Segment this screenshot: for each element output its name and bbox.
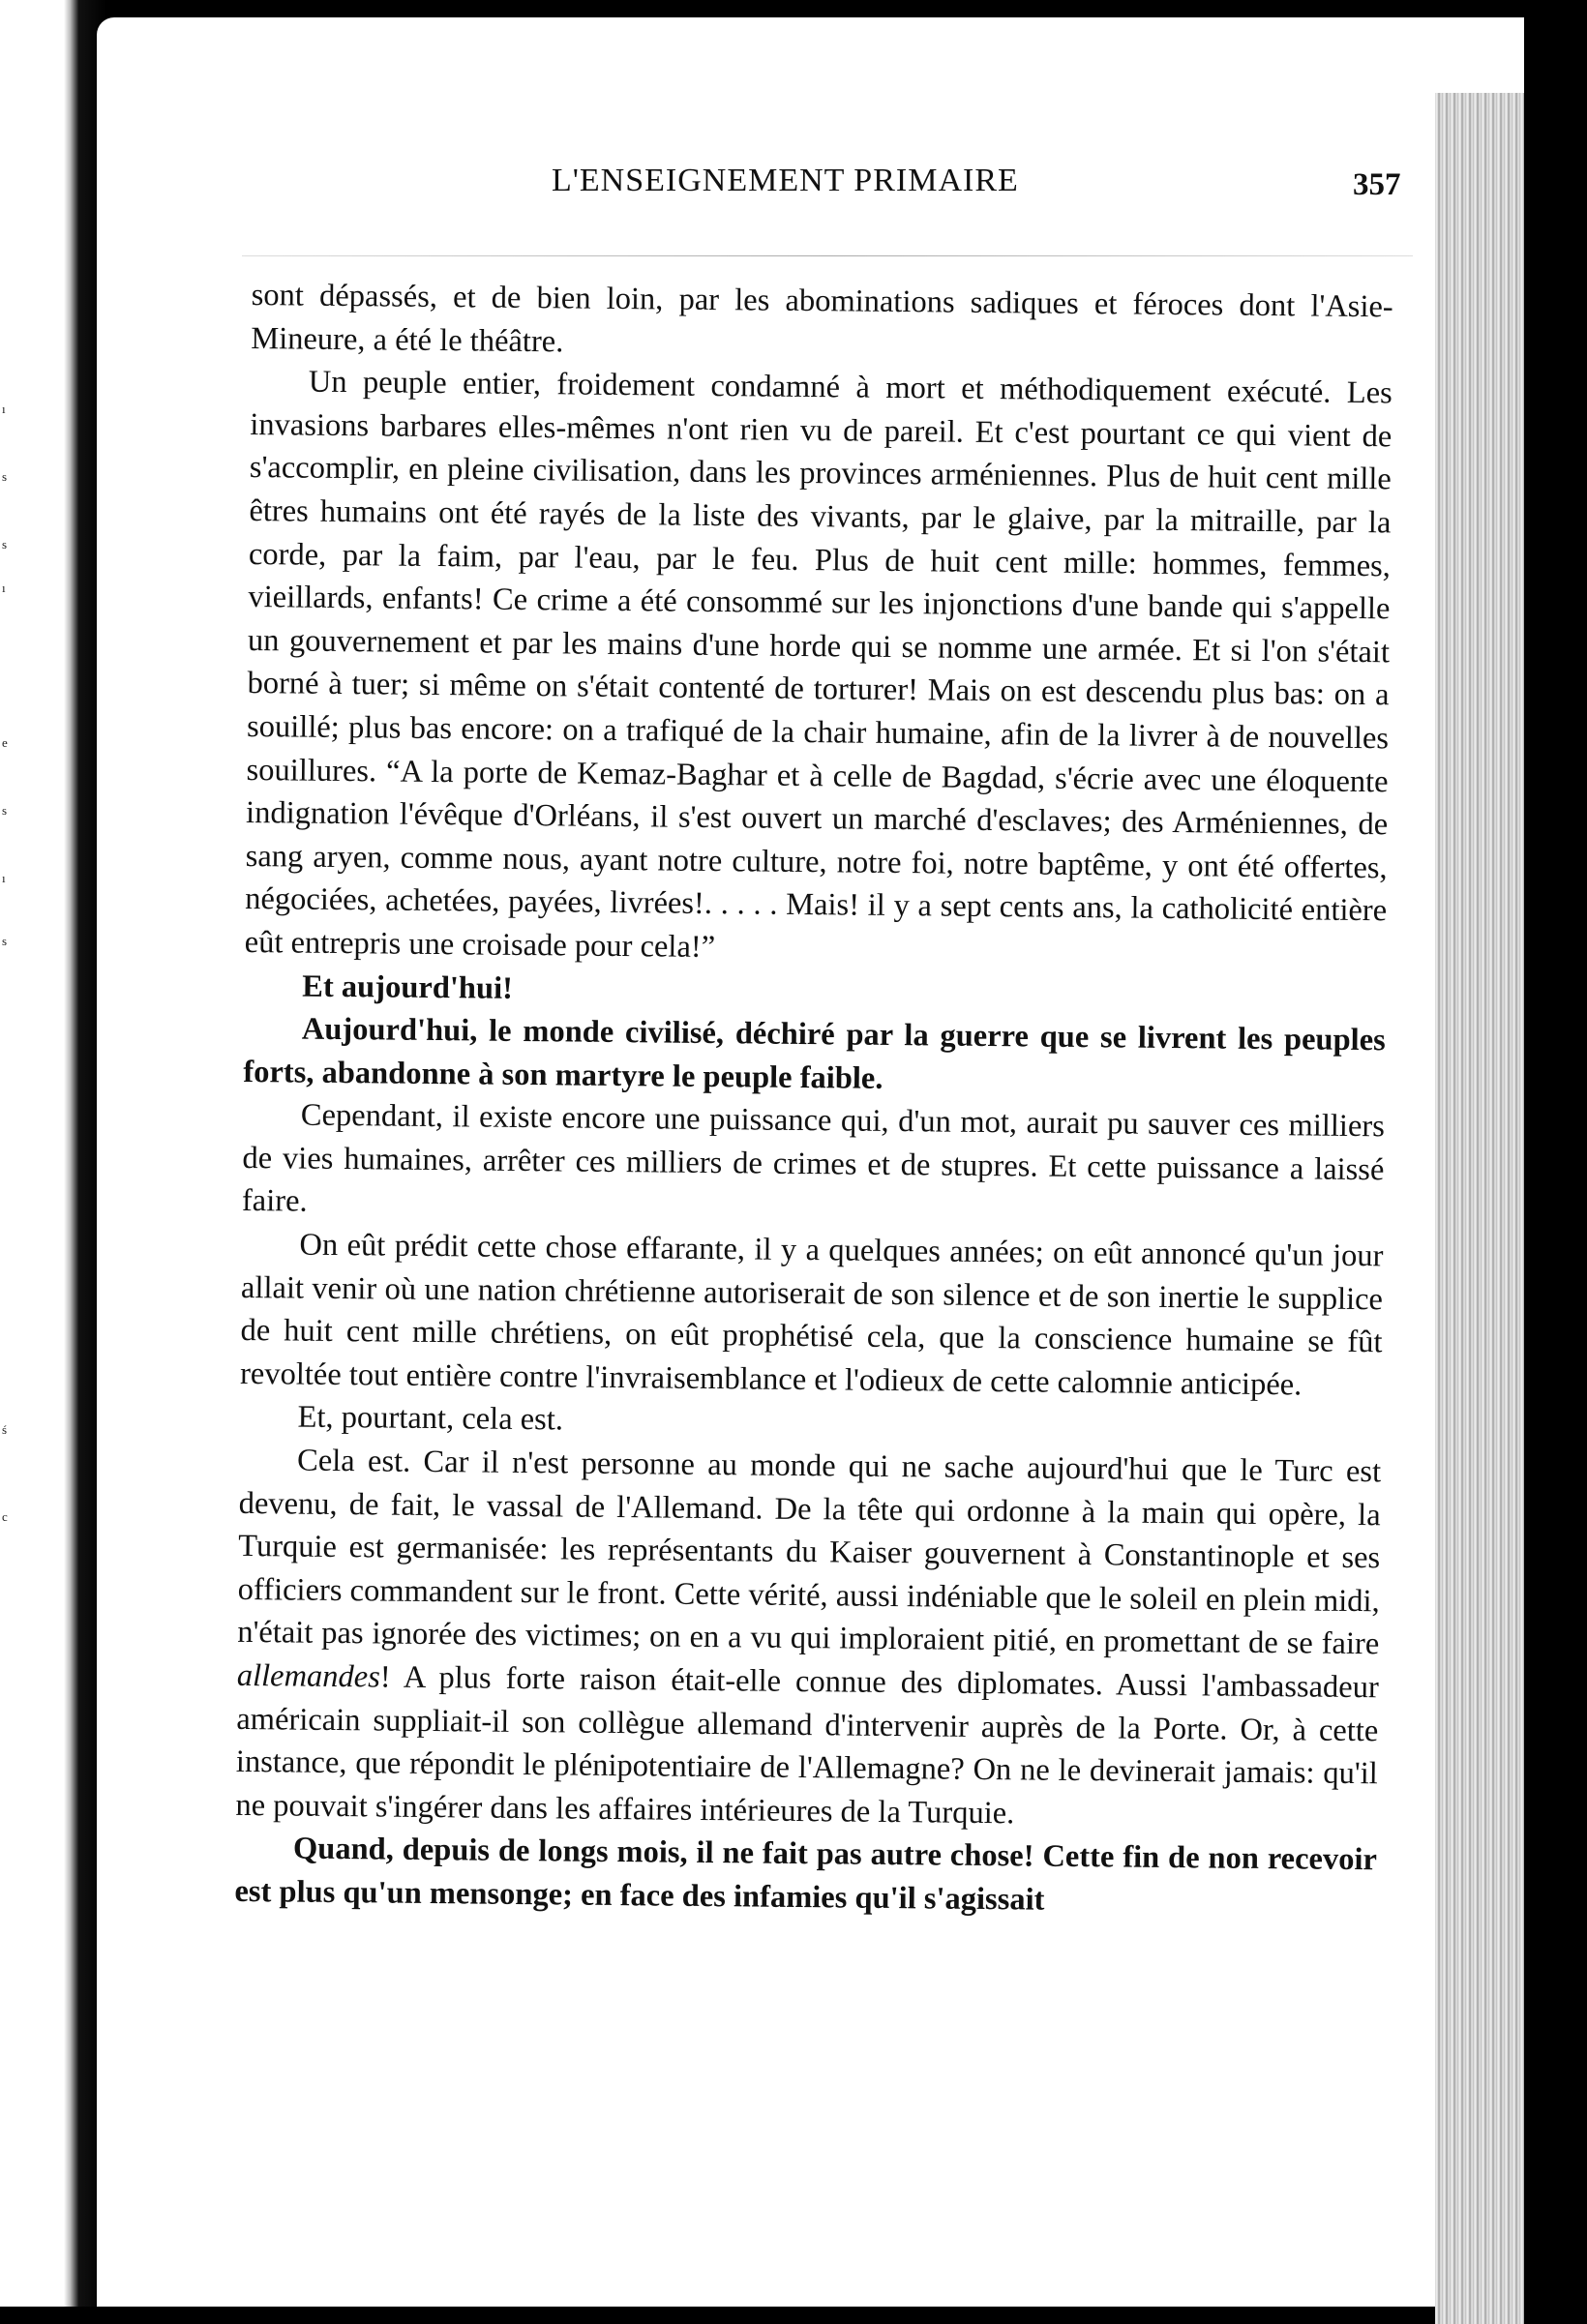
paragraph: Et aujourd'hui! [302,968,514,1006]
margin-char: s [2,469,8,484]
page-number: 357 [1353,167,1401,202]
running-head: L'ENSEIGNEMENT PRIMAIRE [552,163,1019,198]
margin-char: e [2,735,8,750]
margin-char: ı [2,402,6,416]
paragraph: Aujourd'hui, le monde civilisé, déchiré par la guerre que se livrent les peuples forts, abandonne à son martyre le peuple faible. [243,1011,1386,1096]
previous-page-margin-characters [0,0,19,2307]
margin-char: ı [2,581,6,595]
margin-char: s [2,934,8,948]
margin-char: s [2,803,8,818]
paragraph: sont dépassés, et de bien loin, par les abominations sadiques et féroces dont l'Asie-Mineure, a été le théâtre. [251,277,1393,359]
body-text [234,274,1393,1925]
paragraph: On eût prédit cette chose effarante, il y a quelques années; on eût annoncé qu'un jour allait venir où une nation chrétienne autoriserait de son silence et de son inertie le supplice de huit cent mille chrétiens, on eût prophétisé cela, que la conscience humaine se fût revoltée tout entière contre l'invraisemblance et l'odieux de cette calomnie anticipée. [239,1227,1384,1403]
margin-char: ś [2,1422,8,1437]
italic-word: allemandes [236,1657,381,1695]
header-rule [242,255,1413,256]
paragraph: Quand, depuis de longs mois, il ne fait pas autre chose! Cette fin de non recevoir est plus qu'un mensonge; en face des infamies qu'il s'agissait [234,1831,1378,1918]
page-edge-stack [1435,93,1524,2324]
book-page [97,17,1524,2307]
paragraph: Cependant, il existe encore une puissance qui, d'un mot, aurait pu sauver ces milliers de vies humaines, arrêter ces milliers de crimes et de stupres. Et cette puissance a laissé faire. [241,1097,1386,1220]
paragraph-text: ! A plus forte raison était-elle connue des diplomates. Aussi l'ambassadeur américain suppliait-il son collègue allemand d'intervenir auprès de la Porte. Or, à cette instance, que répondit le plénipotentiaire de l'Allemagne? On ne le devinerait jamais: qu'il ne pouvait s'ingérer dans les affaires intérieures de la Turquie. [235,1659,1379,1832]
margin-char: c [2,1509,8,1524]
paragraph-text: Cela est. Car il n'est personne au monde qui ne sache aujourd'hui que le Turc est devenu, de fait, le vassal de l'Allemand. De la tête qui ordonne à la main qui opère, la Turquie est germanisée: les représentants du Kaiser gouvernent à Constantinople et ses officiers commandent sur le front. Cette vérité, aussi indéniable que le soleil en plein midi, n'était pas ignorée des victimes; on en a vu qui imploraient pitié, en promettant de se faire [237,1443,1382,1662]
paragraph: Un peuple entier, froidement condamné à mort et méthodiquement exécuté. Les invasions barbares elles-mêmes n'ont rien vu de pareil. Et c'est pourtant ce qui vient de s'accomplir, en pleine civilisation, dans les provinces arméniennes. Plus de huit cent mille êtres humains ont été rayés de la liste des vivants, par le glaive, par la mitraille, par la corde, par la faim, par l'eau, par le feu. Plus de huit cent mille: hommes, femmes, vieillards, enfants! Ce crime a été consommé sur les injonctions d'une bande qui s'appelle un gouvernement et par les mains d'une horde qui se nomme une armée. Et si l'on s'était borné à tuer; si même on s'était contenté de torturer! Mais on est descendu plus bas: on a souillé; plus bas encore: on a trafiqué de la chair humaine, afin de la livrer à de nouvelles souillures. “A la porte de Kemaz-Baghar et à celle de Bagdad, s'écrie avec une éloquente indignation l'évêque d'Orléans, il s'est ouvert un marché d'esclaves; des Arméniennes, de sang aryen, comme nous, ayant notre culture, notre foi, notre baptême, y ont été offertes, négociées, achetées, payées, livrées!. . . . . Mais! il y a sept cents ans, la catholicité entière eût entrepris une croisade pour cela!” [244,364,1392,965]
margin-char: s [2,537,8,551]
paragraph [235,1439,1381,1839]
margin-char: ı [2,871,6,885]
paragraph: Et, pourtant, cela est. [297,1400,564,1438]
